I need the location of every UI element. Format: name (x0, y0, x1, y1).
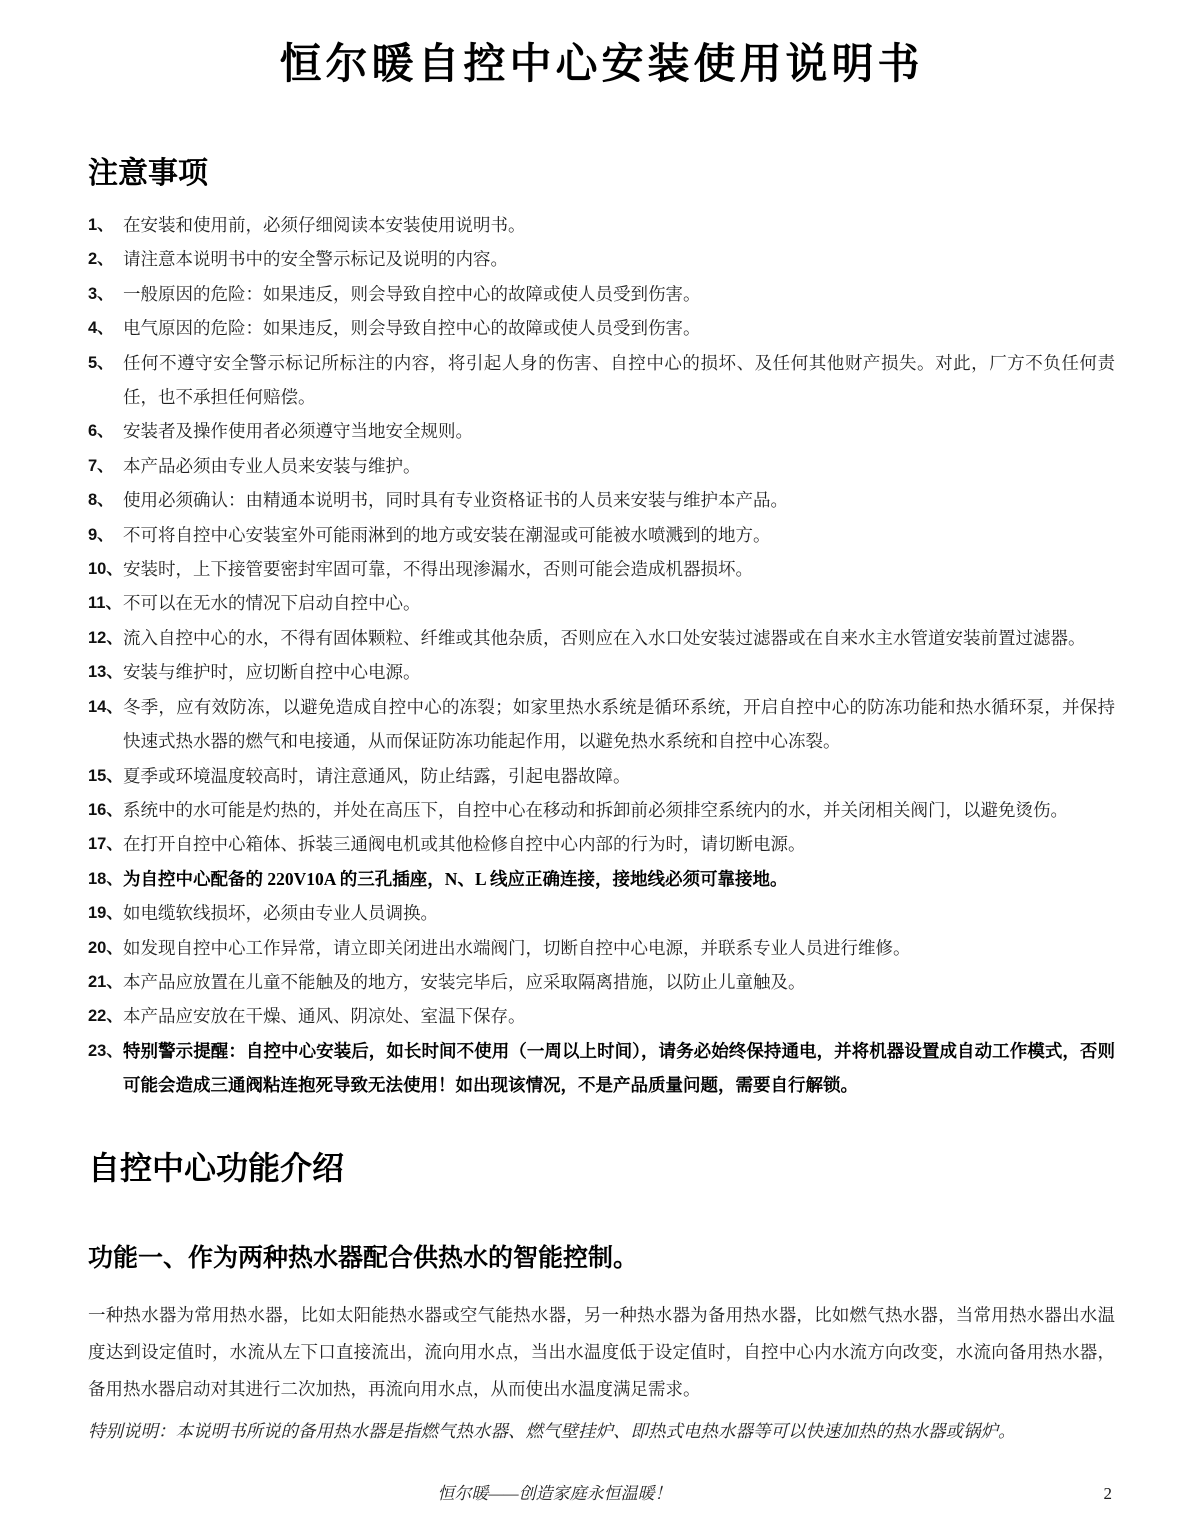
precaution-number: 22、 (88, 1007, 123, 1026)
precaution-item (88, 690, 1115, 759)
precaution-number: 19、 (88, 904, 123, 923)
precaution-item (88, 586, 1115, 620)
precaution-number: 9、 (88, 525, 114, 544)
precaution-text: 任何不遵守安全警示标记所标注的内容，将引起人身的伤害、自控中心的损坏、及任何其他财产损失。对此，厂方不负任何责任，也不承担任何赔偿。 (123, 352, 1115, 408)
precaution-number: 16、 (88, 800, 123, 819)
footer-slogan: 恒尔暖——创造家庭永恒温暖！ (437, 1484, 672, 1503)
precaution-number: 20、 (88, 938, 123, 957)
precaution-item (88, 862, 1115, 896)
precaution-text: 本产品必须由专业人员来安装与维护。 (123, 455, 421, 476)
precaution-item (88, 449, 1115, 483)
precaution-item (88, 346, 1115, 415)
precautions-list (88, 208, 1115, 1103)
precaution-item (88, 552, 1115, 586)
functions-heading: 自控中心功能介绍 (88, 1149, 345, 1186)
precaution-item (88, 931, 1115, 965)
precaution-number: 3、 (88, 284, 114, 303)
precaution-text: 夏季或环境温度较高时，请注意通风，防止结露，引起电器故障。 (123, 765, 631, 786)
precaution-number: 7、 (88, 456, 114, 475)
page-number: 2 (1103, 1484, 1112, 1503)
precaution-text: 不可以在无水的情况下启动自控中心。 (123, 593, 421, 614)
precaution-item (88, 311, 1115, 345)
precaution-item (88, 621, 1115, 655)
precaution-item (88, 759, 1115, 793)
page-title: 恒尔暖自控中心安装使用说明书 (279, 40, 924, 87)
precaution-item (88, 483, 1115, 517)
precaution-text: 在安装和使用前，必须仔细阅读本安装使用说明书。 (123, 215, 526, 235)
precaution-item (88, 896, 1115, 930)
precaution-number: 18、 (88, 869, 123, 888)
precaution-text: 在打开自控中心箱体、拆装三通阀电机或其他检修自控中心内部的行为时，请切断电源。 (123, 834, 806, 855)
precaution-text: 为自控中心配备的 220V10A 的三孔插座，N、L 线应正确连接，接地线必须可靠接地。 (123, 868, 788, 889)
precaution-text: 冬季，应有效防冻，以避免造成自控中心的冻裂；如家里热水系统是循环系统，开启自控中心的防冻功能和热水循环泵，并保持快速式热水器的燃气和电接通，从而保证防冻功能起作用，以避免热水系统和自控中心冻裂。 (123, 696, 1115, 752)
precaution-text: 特别警示提醒：自控中心安装后，如长时间不使用（一周以上时间），请务必始终保持通电，并将机器设置成自动工作模式，否则可能会造成三通阀粘连抱死导致无法使用！如出现该情况，不是产品质量问题，需要自行解锁。 (123, 1040, 1115, 1096)
precaution-text: 安装与维护时，应切断自控中心电源。 (123, 662, 421, 683)
precaution-number: 2、 (88, 250, 114, 269)
precaution-text: 本产品应放置在儿童不能触及的地方，安装完毕后，应采取隔离措施，以防止儿童触及。 (123, 971, 806, 992)
precaution-number: 14、 (88, 697, 123, 716)
precaution-number: 11、 (88, 594, 122, 613)
precaution-text: 如发现自控中心工作异常，请立即关闭进出水端阀门，切断自控中心电源，并联系专业人员进行维修。 (123, 937, 911, 958)
precaution-text: 系统中的水可能是灼热的，并处在高压下，自控中心在移动和拆卸前必须排空系统内的水，并关闭相关阀门，以避免烫伤。 (123, 799, 1068, 820)
precaution-text: 流入自控中心的水，不得有固体颗粒、纤维或其他杂质，否则应在入水口处安装过滤器或在自来水主水管道安装前置过滤器。 (123, 627, 1086, 648)
precaution-item (88, 999, 1115, 1033)
precaution-item (88, 1034, 1115, 1103)
precaution-text: 如电缆软线损坏，必须由专业人员调换。 (123, 903, 438, 924)
precaution-number: 1、 (88, 216, 114, 234)
precaution-number: 5、 (88, 353, 114, 372)
precaution-number: 12、 (88, 628, 123, 647)
precaution-number: 13、 (88, 663, 123, 682)
precaution-number: 23、 (88, 1041, 123, 1060)
precaution-text: 使用必须确认：由精通本说明书，同时具有专业资格证书的人员来安装与维护本产品。 (123, 490, 788, 511)
precaution-text: 安装时，上下接管要密封牢固可靠，不得出现渗漏水，否则可能会造成机器损坏。 (123, 559, 753, 580)
precaution-text: 安装者及操作使用者必须遵守当地安全规则。 (123, 421, 473, 442)
precaution-text: 一般原因的危险：如果违反，则会导致自控中心的故障或使人员受到伤害。 (123, 283, 701, 304)
precaution-number: 21、 (88, 972, 123, 991)
precaution-item (88, 655, 1115, 689)
precaution-item (88, 965, 1115, 999)
precaution-number: 8、 (88, 491, 114, 510)
precaution-item (88, 827, 1115, 861)
precaution-item (88, 793, 1115, 827)
precaution-number: 4、 (88, 319, 114, 338)
precaution-number: 17、 (88, 835, 123, 854)
function-one-subheading: 功能一、作为两种热水器配合供热水的智能控制。 (88, 1243, 639, 1272)
precaution-number: 10、 (88, 560, 123, 579)
special-note: 特别说明：本说明书所说的备用热水器是指燃气热水器、燃气壁挂炉、即热式电热水器等可以快速加热的热水器或锅炉。 (88, 1420, 1016, 1441)
precaution-item (88, 208, 1115, 242)
precaution-text: 电气原因的危险：如果违反，则会导致自控中心的故障或使人员受到伤害。 (123, 318, 701, 339)
precaution-item (88, 518, 1115, 552)
page-footer (88, 1482, 1115, 1512)
precaution-text: 请注意本说明书中的安全警示标记及说明的内容。 (123, 249, 508, 270)
precaution-text: 不可将自控中心安装室外可能雨淋到的地方或安装在潮湿或可能被水喷溅到的地方。 (123, 524, 771, 545)
precaution-item (88, 277, 1115, 311)
precaution-text: 本产品应安放在干燥、通风、阴凉处、室温下保存。 (123, 1006, 526, 1027)
precaution-item (88, 414, 1115, 448)
precautions-heading: 注意事项 (88, 157, 208, 190)
precaution-number: 6、 (88, 422, 114, 441)
precaution-item (88, 242, 1115, 276)
precaution-number: 15、 (88, 766, 123, 785)
function-one-description: 一种热水器为常用热水器，比如太阳能热水器或空气能热水器，另一种热水器为备用热水器，比如燃气热水器，当常用热水器出水温度达到设定值时，水流从左下口直接流出，流向用水点，当出水温度低于设定值时，自控中心内水流方向改变，水流向备用热水器，备用热水器启动对其进行二次加热，再流向用水点，从而使出水温度满足需求。 (88, 1304, 1115, 1399)
